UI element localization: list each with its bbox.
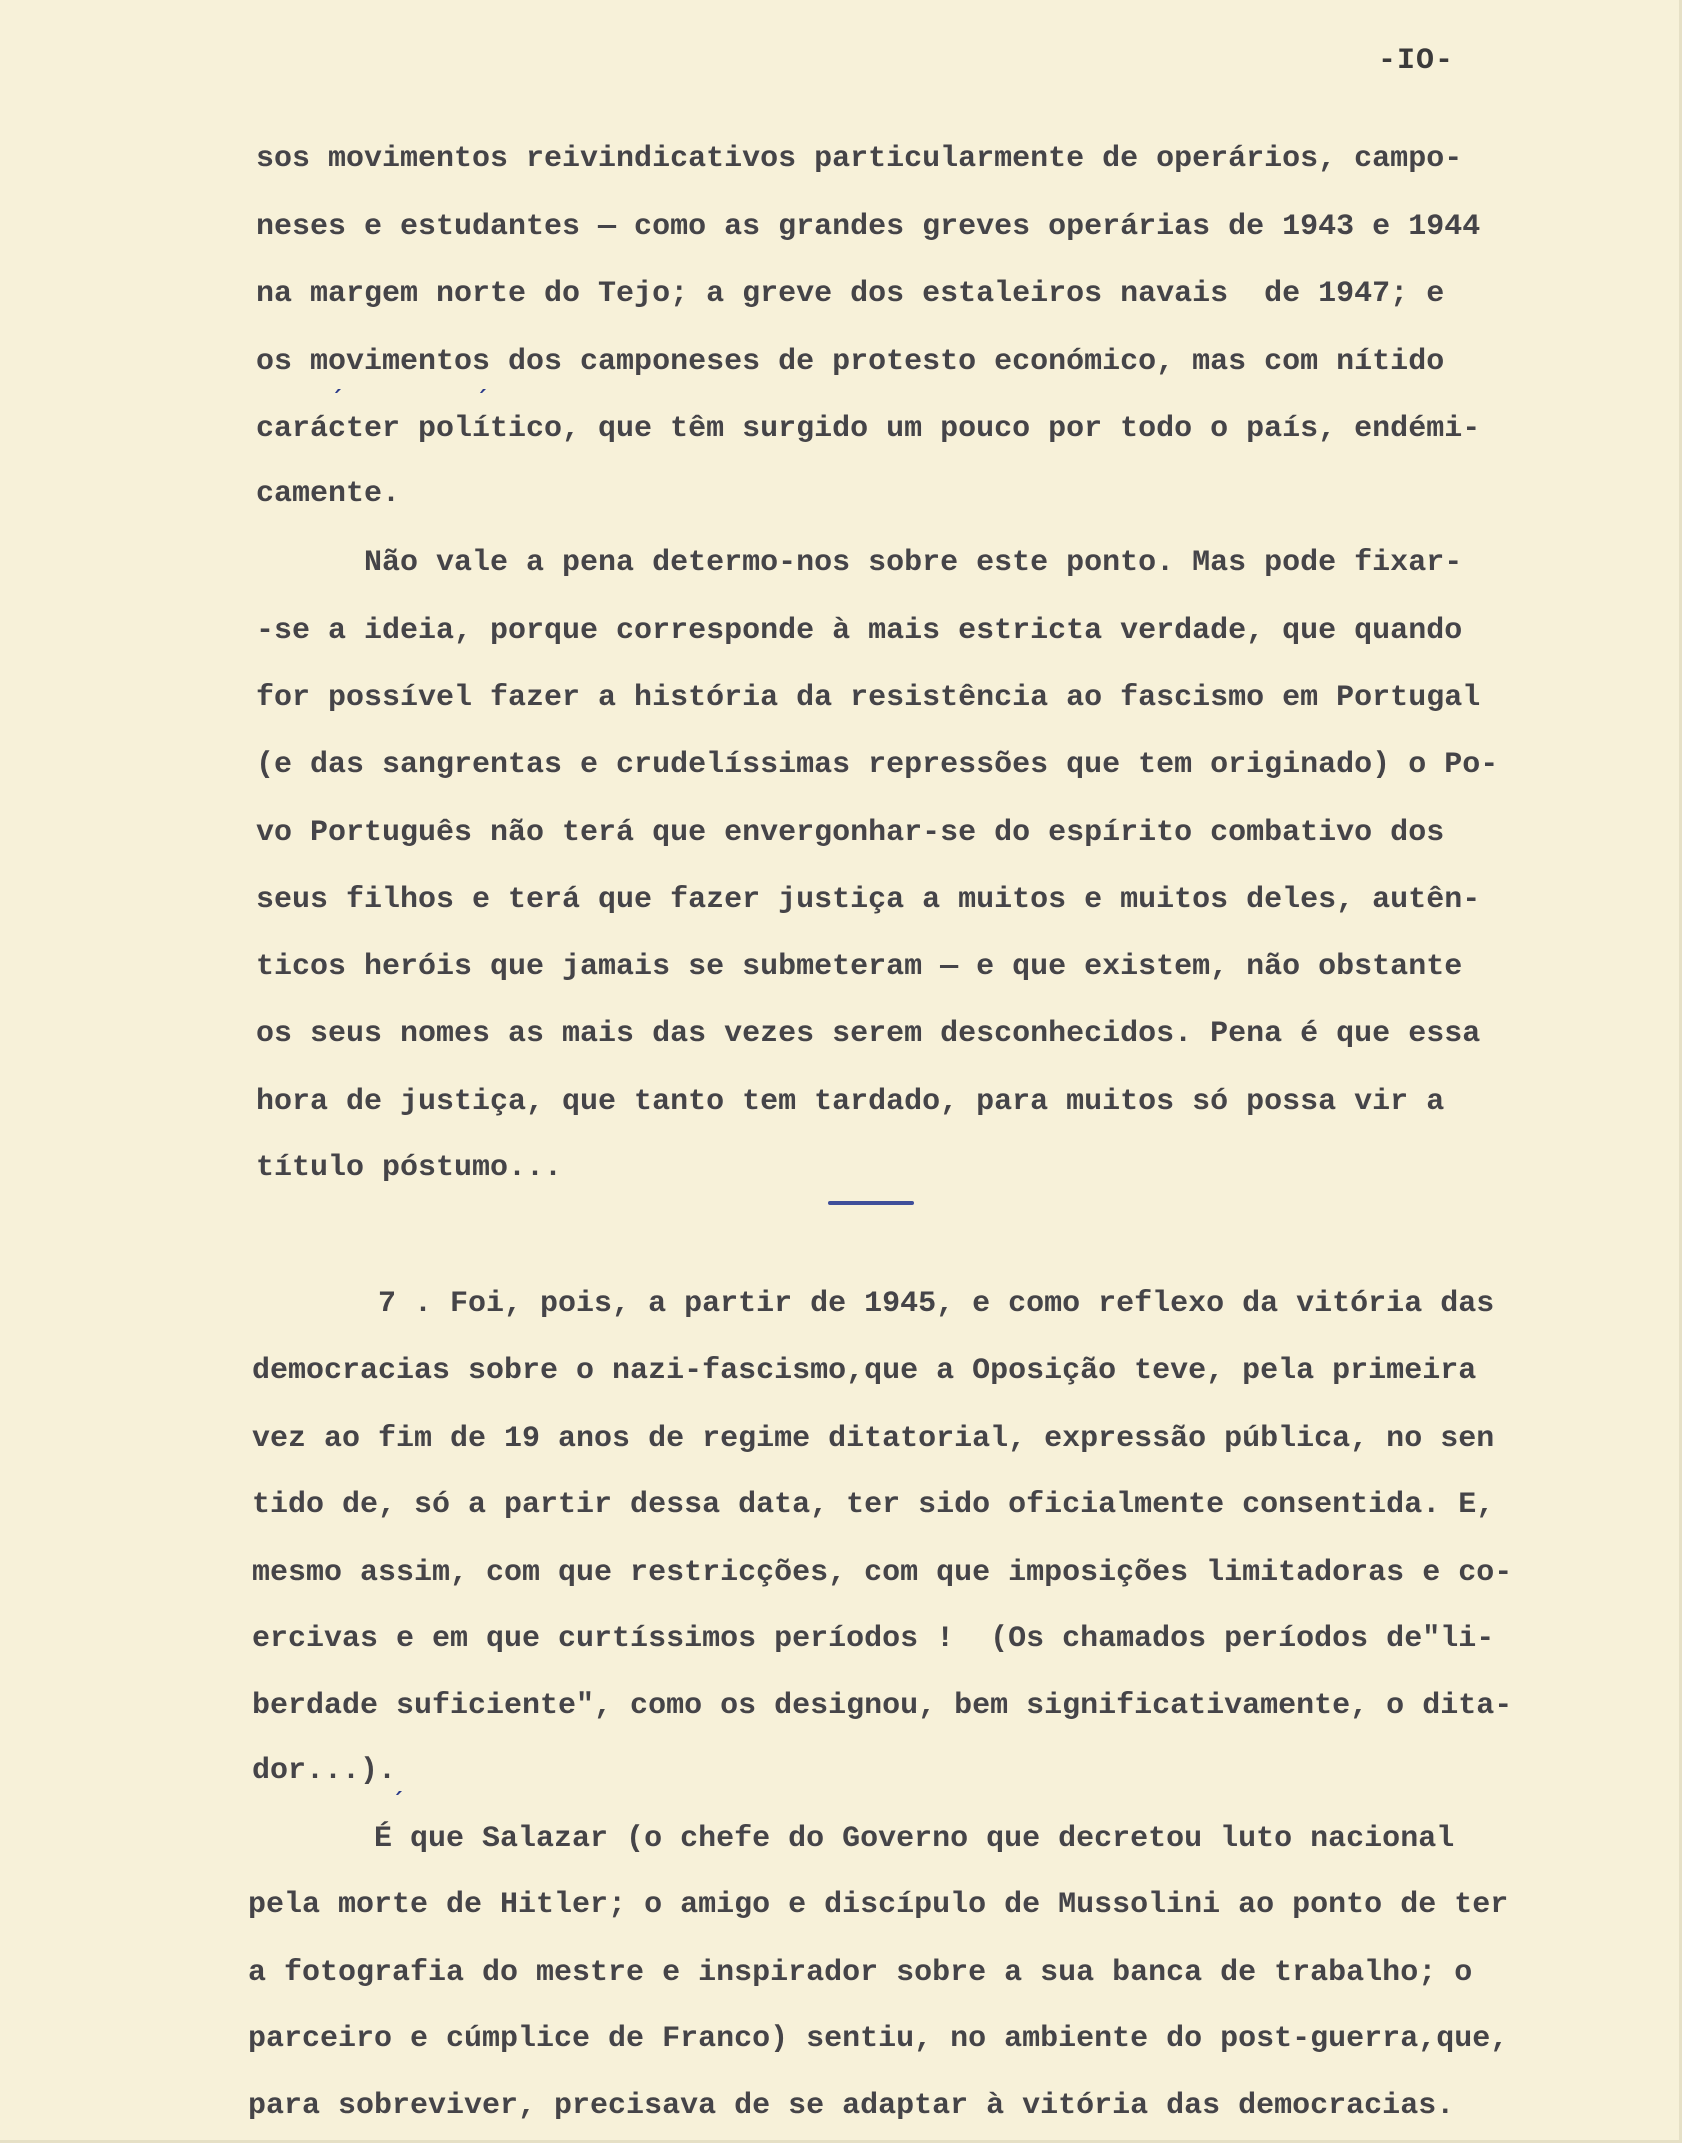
handwritten-accent-mark: ´ bbox=[392, 1790, 403, 1815]
text-line-1: sos movimentos reivindicativos particularmente de operários, campo- bbox=[256, 142, 1463, 176]
text-line-8: -se a ideia, porque corresponde à mais estricta verdade, que quando bbox=[256, 614, 1463, 648]
text-line-6: camente. bbox=[256, 477, 401, 511]
text-line-12: seus filhos e terá que fazer justiça a muitos e muitos deles, autên- bbox=[256, 883, 1481, 917]
text-line-20: tido de, só a partir dessa data, ter sido oficialmente consentida. E, bbox=[252, 1488, 1495, 1522]
text-line-27: a fotografia do mestre e inspirador sobre a sua banca de trabalho; o bbox=[248, 1956, 1473, 1990]
text-line-23: berdade suficiente", como os designou, bem significativamente, o dita- bbox=[252, 1689, 1513, 1723]
handwritten-accent-mark: ´ bbox=[476, 388, 487, 413]
text-line-11: vo Português não terá que envergonhar-se do espírito combativo dos bbox=[256, 816, 1445, 850]
text-line-14: os seus nomes as mais das vezes serem desconhecidos. Pena é que essa bbox=[256, 1017, 1481, 1051]
text-line-21: mesmo assim, com que restricções, com que imposições limitadoras e co- bbox=[252, 1556, 1513, 1590]
handwritten-accent-mark: ´ bbox=[331, 388, 342, 413]
text-line-4: os movimentos dos camponeses de protesto económico, mas com nítido bbox=[256, 345, 1445, 379]
text-line-10: (e das sangrentas e crudelíssimas repressões que tem originado) o Po- bbox=[256, 748, 1499, 782]
section-divider bbox=[828, 1201, 914, 1205]
text-line-9: for possível fazer a história da resistência ao fascismo em Portugal bbox=[256, 681, 1481, 715]
page-number: -IO- bbox=[1378, 44, 1455, 78]
text-line-7: Não vale a pena determo-nos sobre este ponto. Mas pode fixar- bbox=[256, 546, 1463, 580]
text-line-5: carácter político, que têm surgido um pouco por todo o país, endémi- bbox=[256, 412, 1481, 446]
text-line-2: neses e estudantes — como as grandes greves operárias de 1943 e 1944 bbox=[256, 210, 1481, 244]
text-line-15: hora de justiça, que tanto tem tardado, para muitos só possa vir a bbox=[256, 1085, 1445, 1119]
text-line-16: título póstumo... bbox=[256, 1151, 563, 1185]
text-line-13: ticos heróis que jamais se submeteram — e que existem, não obstante bbox=[256, 950, 1463, 984]
text-line-29: para sobreviver, precisava de se adaptar à vitória das democracias. bbox=[248, 2089, 1455, 2123]
text-line-26: pela morte de Hitler; o amigo e discípulo de Mussolini ao ponto de ter bbox=[248, 1888, 1509, 1922]
text-line-24: dor...). bbox=[252, 1754, 397, 1788]
text-line-18: democracias sobre o nazi-fascismo,que a Oposição teve, pela primeira bbox=[252, 1354, 1477, 1388]
text-line-19: vez ao fim de 19 anos de regime ditatorial, expressão pública, no sen bbox=[252, 1422, 1495, 1456]
text-line-28: parceiro e cúmplice de Franco) sentiu, no ambiente do post-guerra,que, bbox=[248, 2022, 1509, 2056]
text-line-25: É que Salazar (o chefe do Governo que decretou luto nacional bbox=[248, 1822, 1455, 1856]
text-line-22: ercivas e em que curtíssimos períodos ! (Os chamados períodos de"li- bbox=[252, 1622, 1495, 1656]
text-line-3: na margem norte do Tejo; a greve dos estaleiros navais de 1947; e bbox=[256, 277, 1445, 311]
text-line-17: 7 . Foi, pois, a partir de 1945, e como reflexo da vitória das bbox=[252, 1287, 1495, 1321]
